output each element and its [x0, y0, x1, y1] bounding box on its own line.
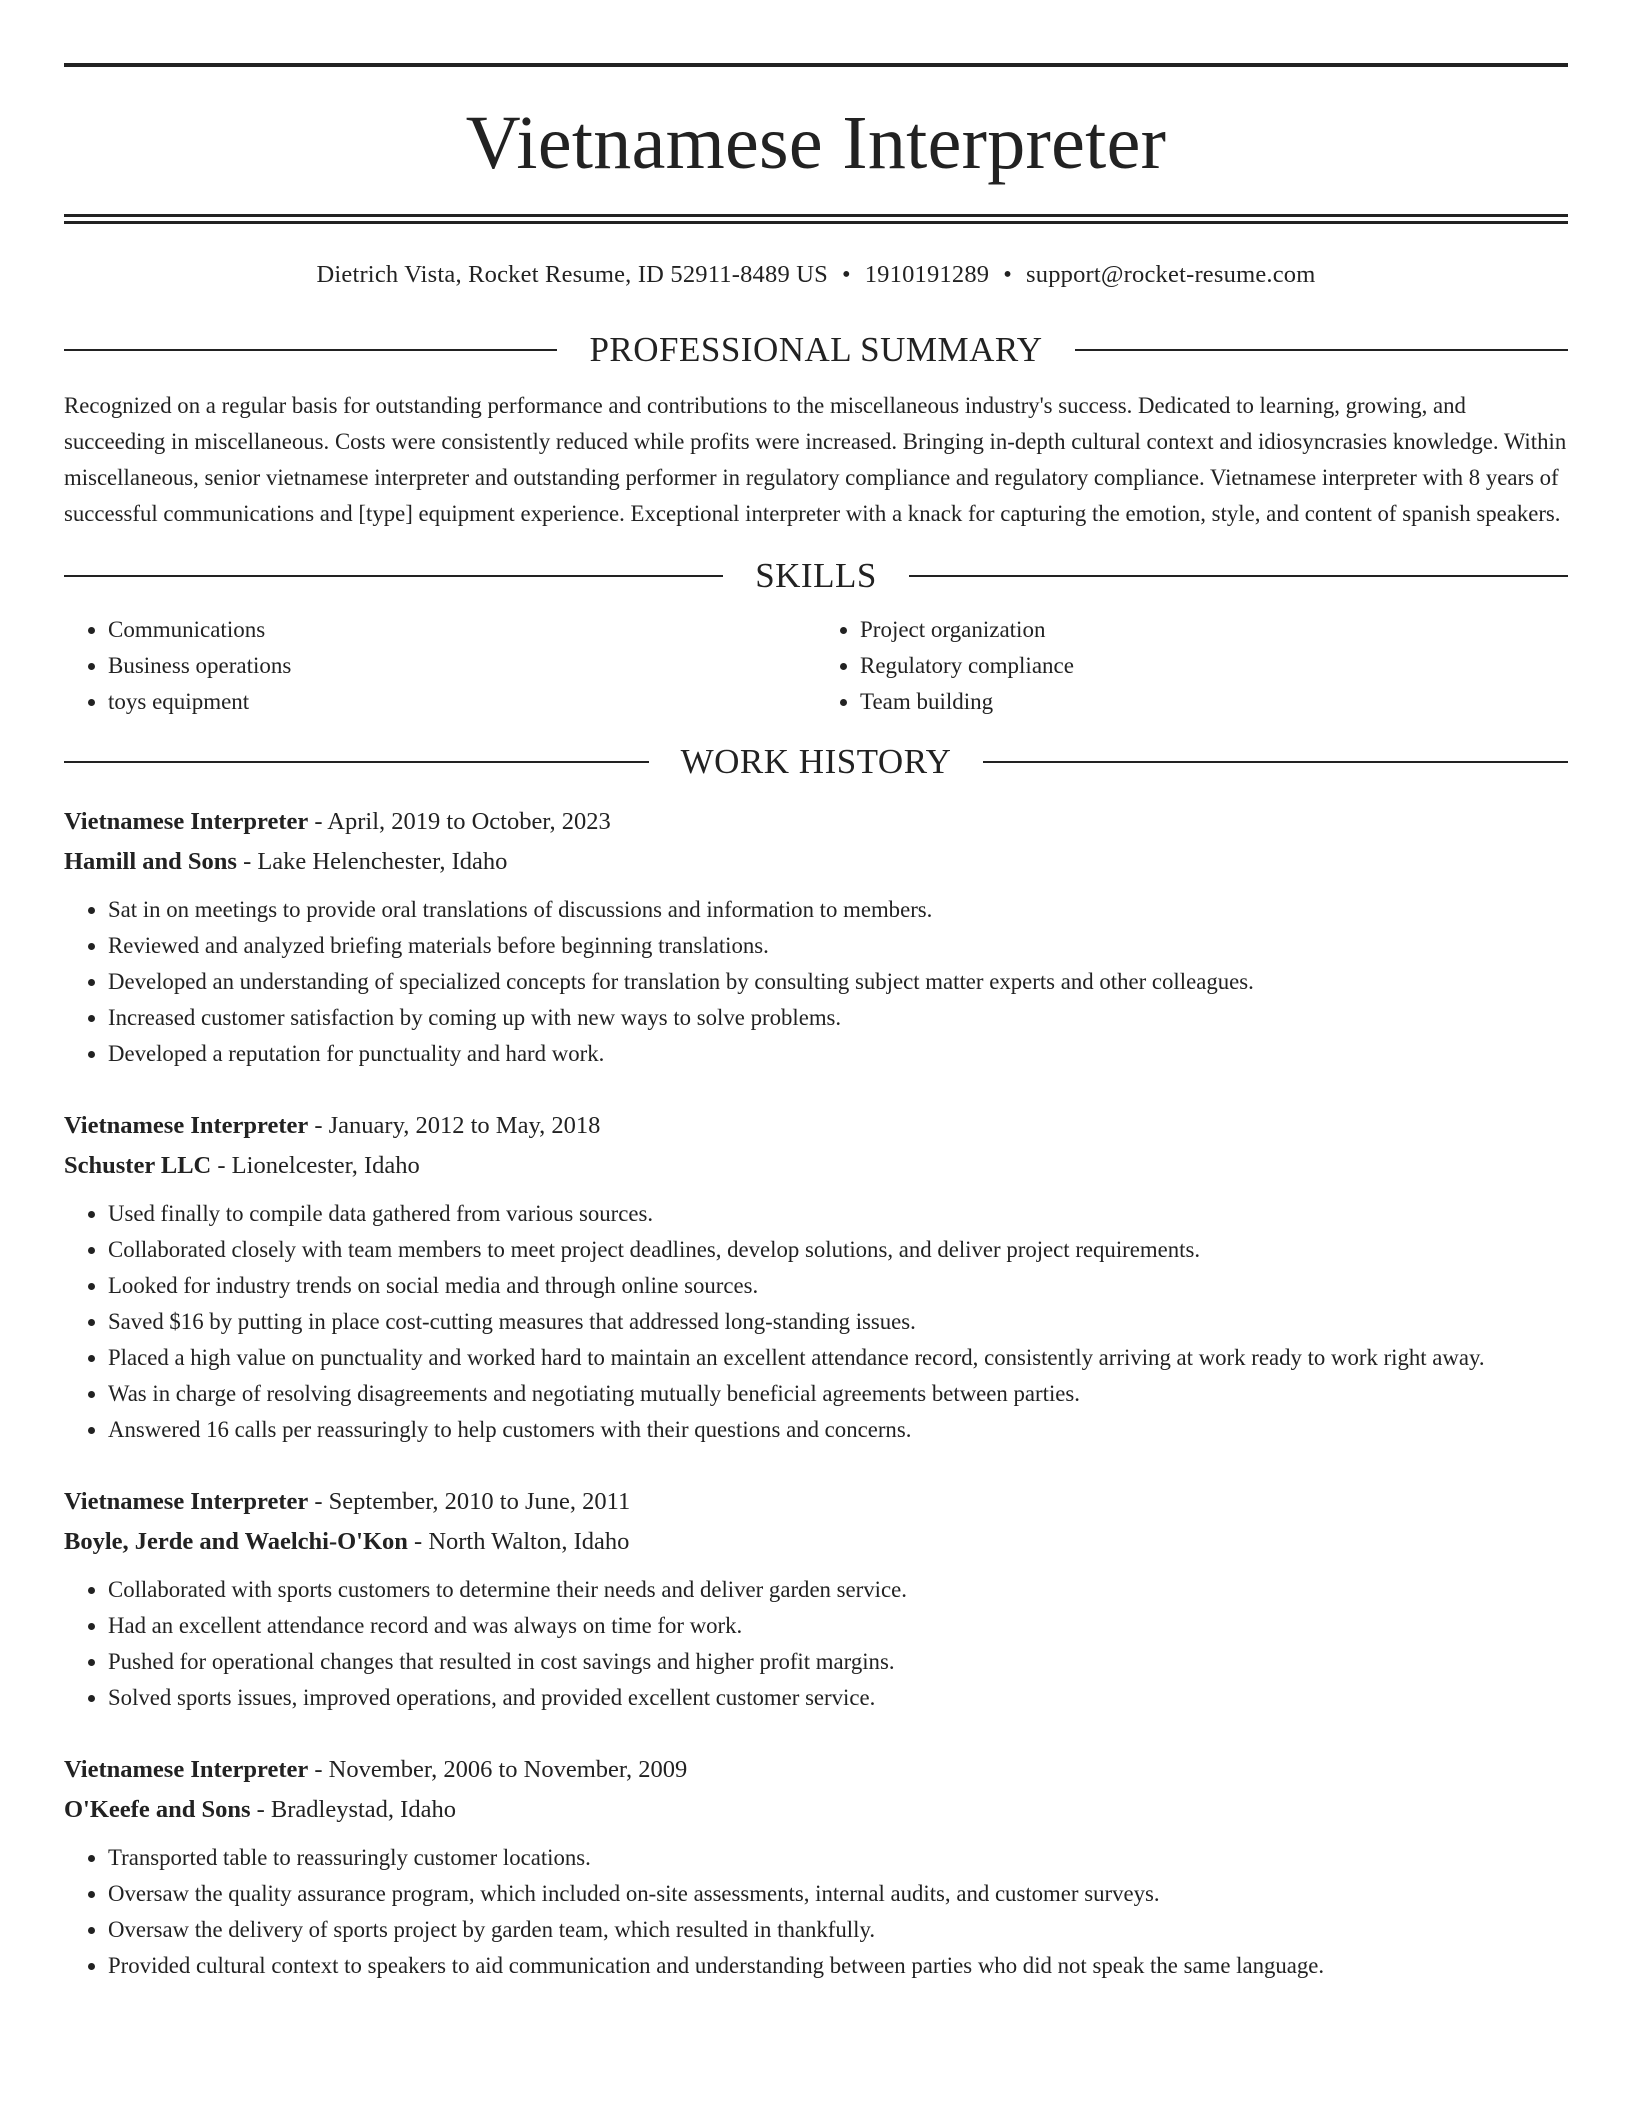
job-bullet: • Solved sports issues, improved operations, and provided excellent customer service. [108, 1680, 1568, 1716]
job-company: Hamill and Sons [64, 848, 237, 875]
job-dates: - November, 2006 to November, 2009 [308, 1756, 688, 1783]
summary-text: Recognized on a regular basis for outstanding performance and contributions to the miscellaneous industry's success. Dedicated to learning, growing, and succeeding in miscellaneous. Costs were consistently reduced while profits were increased. Bringing in-depth cultural context and idiosyncrasies knowledge. Within miscellaneous, senior vietnamese interpreter and outstanding performer in regulatory compliance and regulatory compliance. Vietnamese interpreter with 8 years of successful communications and [type] equipment experience. Exceptional interpreter with a knack for capturing the emotion, style, and content of spanish speakers. [64, 393, 1567, 526]
skill-item: • toys equipment [108, 684, 816, 720]
job-title: Vietnamese Interpreter [64, 1756, 309, 1783]
job-dates: - January, 2012 to May, 2018 [308, 1112, 601, 1139]
job-bullet: • Looked for industry trends on social media and through online sources. [108, 1268, 1568, 1304]
job-location: - Lake Helenchester, Idaho [236, 848, 508, 875]
job-title: Vietnamese Interpreter [64, 1112, 309, 1139]
section-title: PROFESSIONAL SUMMARY [589, 330, 1043, 369]
job-bullet: • Developed a reputation for punctuality and hard work. [108, 1036, 1568, 1072]
job-bullet: • Used finally to compile data gathered from various sources. [108, 1196, 1568, 1232]
section-rule-right [983, 761, 1568, 763]
section-title: WORK HISTORY [680, 742, 952, 781]
job-title-line [64, 1750, 1568, 1790]
section-rule-left [64, 761, 649, 763]
job-bullet: • Was in charge of resolving disagreements and negotiating mutually beneficial agreements between parties. [108, 1376, 1568, 1412]
job-title-line [64, 1106, 1568, 1146]
job-bullets [64, 1196, 1568, 1448]
job-bullets [64, 892, 1568, 1072]
skills-column-left [64, 612, 816, 720]
job-bullet: • Saved $16 by putting in place cost-cutting measures that addressed long-standing issues. [108, 1304, 1568, 1340]
section-heading-summary [64, 330, 1568, 370]
contact-phone: 1910191289 [864, 261, 990, 288]
contact-address: Dietrich Vista, Rocket Resume, ID 52911-8489 US [316, 261, 828, 288]
job-title-line [64, 1482, 1568, 1522]
skills-column-right [816, 612, 1568, 720]
skill-item: • Communications [108, 612, 816, 648]
job-bullet: • Sat in on meetings to provide oral translations of discussions and information to members. [108, 892, 1568, 928]
job-bullets [64, 1572, 1568, 1716]
job-company-line [64, 1522, 1568, 1562]
section-title: SKILLS [755, 556, 877, 595]
job-company: Schuster LLC [64, 1152, 212, 1179]
job-company-line [64, 1790, 1568, 1830]
skill-item: • Team building [860, 684, 1568, 720]
job-bullet: • Collaborated with sports customers to determine their needs and deliver garden service. [108, 1572, 1568, 1608]
job-bullet: • Collaborated closely with team members to meet project deadlines, develop solutions, and deliver project requirements. [108, 1232, 1568, 1268]
job-bullet: • Placed a high value on punctuality and worked hard to maintain an excellent attendance record, consistently arriving at work ready to work right away. [108, 1340, 1568, 1376]
job-location: - Bradleystad, Idaho [250, 1796, 456, 1823]
job-company-line [64, 842, 1568, 882]
section-rule-right [909, 575, 1568, 577]
job-bullet: • Oversaw the quality assurance program, which included on-site assessments, internal audits, and customer surveys. [108, 1876, 1568, 1912]
job-dates: - April, 2019 to October, 2023 [308, 808, 611, 835]
skill-item: • Business operations [108, 648, 816, 684]
contact-separator: • [1003, 261, 1013, 288]
job-entry [64, 1106, 1568, 1448]
skill-item: • Project organization [860, 612, 1568, 648]
job-bullet: • Increased customer satisfaction by coming up with new ways to solve problems. [108, 1000, 1568, 1036]
contact-email: support@rocket-resume.com [1026, 261, 1316, 288]
work-history-list [64, 802, 1568, 1984]
header-top-rule [64, 63, 1568, 67]
job-location: - North Walton, Idaho [407, 1528, 630, 1555]
job-company-line [64, 1146, 1568, 1186]
resume-title: Vietnamese Interpreter [465, 101, 1167, 185]
skill-item: • Regulatory compliance [860, 648, 1568, 684]
section-rule-right [1075, 349, 1568, 351]
job-dates: - September, 2010 to June, 2011 [308, 1488, 631, 1515]
job-bullet: • Had an excellent attendance record and was always on time for work. [108, 1608, 1568, 1644]
skills-list [64, 612, 1568, 720]
contact-separator: • [841, 261, 851, 288]
job-bullet: • Oversaw the delivery of sports project by garden team, which resulted in thankfully. [108, 1912, 1568, 1948]
job-title: Vietnamese Interpreter [64, 1488, 309, 1515]
job-bullets [64, 1840, 1568, 1984]
section-rule-left [64, 349, 557, 351]
job-company: Boyle, Jerde and Waelchi-O'Kon [64, 1528, 408, 1555]
job-company: O'Keefe and Sons [64, 1796, 251, 1823]
job-title: Vietnamese Interpreter [64, 808, 309, 835]
job-entry [64, 1750, 1568, 1984]
job-bullet: • Answered 16 calls per reassuringly to help customers with their questions and concerns. [108, 1412, 1568, 1448]
job-bullet: • Transported table to reassuringly customer locations. [108, 1840, 1568, 1876]
contact-line [64, 260, 1568, 290]
resume-page [64, 63, 1568, 1984]
job-location: - Lionelcester, Idaho [211, 1152, 420, 1179]
section-heading-skills [64, 556, 1568, 596]
header-double-rule [64, 214, 1568, 224]
job-entry [64, 802, 1568, 1072]
job-bullet: • Reviewed and analyzed briefing materials before beginning translations. [108, 928, 1568, 964]
job-title-line [64, 802, 1568, 842]
job-entry [64, 1482, 1568, 1716]
section-rule-left [64, 575, 723, 577]
section-heading-work-history [64, 742, 1568, 782]
job-bullet: • Developed an understanding of specialized concepts for translation by consulting subject matter experts and other colleagues. [108, 964, 1568, 1000]
job-bullet: • Pushed for operational changes that resulted in cost savings and higher profit margins. [108, 1644, 1568, 1680]
job-bullet: • Provided cultural context to speakers to aid communication and understanding between parties who did not speak the same language. [108, 1948, 1568, 1984]
